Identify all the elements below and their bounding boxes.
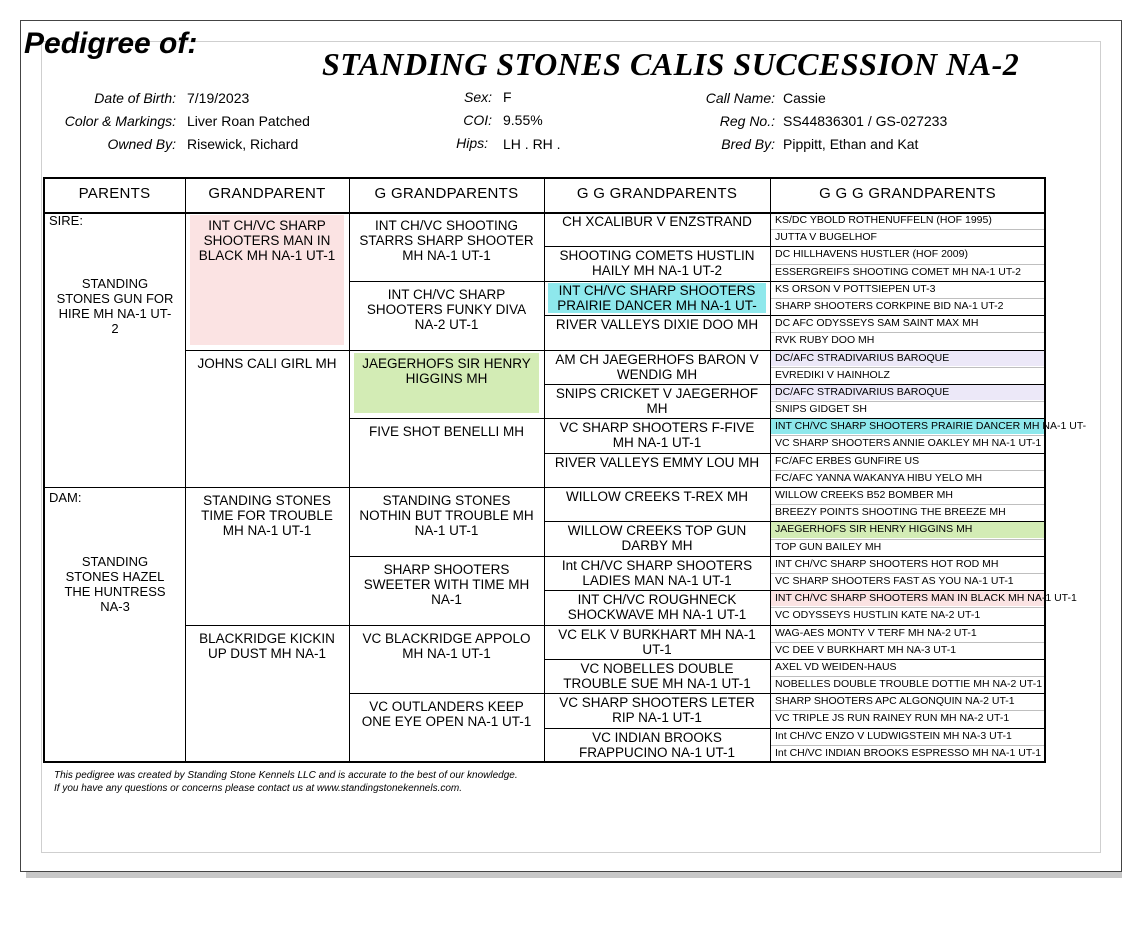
ggg-grandparent-name: INT CH/VC SHARP SHOOTERS MAN IN BLACK MH NA-1 UT-1 xyxy=(771,591,1044,606)
gg-grandparent-name: WILLOW CREEKS TOP GUN DARBY MH xyxy=(567,523,747,554)
row-divider xyxy=(349,418,544,419)
row-divider xyxy=(349,625,544,626)
ggg-grandparent-name: FC/AFC ERBES GUNFIRE US xyxy=(775,454,920,467)
grandparent-name: BLACKRIDGE KICKIN UP DUST MH NA-1 xyxy=(199,630,335,661)
grandparent-name: STANDING STONES TIME FOR TROUBLE MH NA-1 UT-1 xyxy=(201,493,333,538)
row-divider xyxy=(544,246,770,247)
footer-line-1: This pedigree was created by Standing Stone Kennels LLC and is accurate to the best of our knowledge. xyxy=(54,770,518,781)
sex-value: F xyxy=(503,89,512,105)
column-divider xyxy=(185,178,186,762)
gg-grandparent-name: RIVER VALLEYS DIXIE DOO MH xyxy=(555,317,759,333)
gg-grandparent-name: AM CH JAEGERHOFS BARON V WENDIG MH xyxy=(555,351,759,382)
g-grandparent-name: STANDING STONES NOTHIN BUT TROUBLE MH NA-1 UT-1 xyxy=(359,493,534,538)
ggg-grandparent-name: Int CH/VC INDIAN BROOKS ESPRESSO MH NA-1 UT-1 xyxy=(775,746,1042,759)
ggg-grandparent-name: KS/DC YBOLD ROTHENUFFELN (HOF 1995) xyxy=(775,214,992,226)
gg-grandparent-name: SHOOTING COMETS HUSTLIN HAILY MH NA-1 UT-2 xyxy=(559,248,755,279)
ggg-grandparent-name: VC SHARP SHOOTERS FAST AS YOU NA-1 UT-1 xyxy=(775,574,1014,587)
g-grandparent-name: INT CH/VC SHOOTING STARRS SHARP SHOOTER MH NA-1 UT-1 xyxy=(359,218,534,263)
ggg-grandparent-name: SHARP SHOOTERS APC ALGONQUIN NA-2 UT-1 xyxy=(775,695,1015,708)
ggg-grandparent-name: FC/AFC YANNA WAKANYA HIBU YELO MH xyxy=(775,471,983,484)
column-header: G GRANDPARENTS xyxy=(374,185,519,202)
gg-grandparent-name: VC SHARP SHOOTERS F-FIVE MH NA-1 UT-1 xyxy=(559,420,755,451)
row-divider xyxy=(349,281,544,282)
ggg-grandparent-name: WILLOW CREEKS B52 BOMBER MH xyxy=(775,489,953,501)
ggg-grandparent-name: VC TRIPLE JS RUN RAINEY RUN MH NA-2 UT-1 xyxy=(775,712,1010,725)
row-divider xyxy=(544,487,770,488)
sire-label: SIRE: xyxy=(49,213,83,228)
ggg-grandparent-name: DC/AFC STRADIVARIUS BAROQUE xyxy=(771,351,1044,366)
ggg-grandparent-name: INT CH/VC SHARP SHOOTERS PRAIRIE DANCER MH NA-1 UT- xyxy=(771,419,1044,434)
gg-grandparent-name: Int CH/VC SHARP SHOOTERS LADIES MAN NA-1 UT-1 xyxy=(561,557,753,588)
gg-grandparent-name: WILLOW CREEKS T-REX MH xyxy=(565,489,749,504)
callname-label: Call Name: xyxy=(705,90,775,106)
gg-grandparent-name: SNIPS CRICKET V JAEGERHOF MH xyxy=(555,385,759,416)
row-divider xyxy=(544,384,770,385)
row-divider xyxy=(544,418,770,419)
ggg-grandparent-name: VC DEE V BURKHART MH NA-3 UT-1 xyxy=(775,643,957,656)
ggg-grandparent-name: SHARP SHOOTERS CORKPINE BID NA-1 UT-2 xyxy=(775,299,1004,312)
column-header: G G GRANDPARENTS xyxy=(576,185,738,202)
row-divider xyxy=(185,487,349,488)
dog-name-title: STANDING STONES CALIS SUCCESSION NA-2 xyxy=(322,46,1020,82)
ggg-grandparent-name: DC HILLHAVENS HUSTLER (HOF 2009) xyxy=(775,248,968,261)
ggg-grandparent-name: RVK RUBY DOO MH xyxy=(775,334,875,347)
ggg-grandparent-name: TOP GUN BAILEY MH xyxy=(775,540,882,553)
ggg-grandparent-name: WAG-AES MONTY V TERF MH NA-2 UT-1 xyxy=(775,626,977,639)
row-divider xyxy=(185,350,349,351)
owner-value: Risewick, Richard xyxy=(187,136,299,152)
ggg-grandparent-name: KS ORSON V POTTSIEPEN UT-3 xyxy=(775,282,936,295)
row-divider xyxy=(349,350,544,351)
row-divider xyxy=(544,521,770,522)
column-header: GRANDPARENT xyxy=(208,185,326,202)
bred-value: Pippitt, Ethan and Kat xyxy=(783,136,919,152)
coi-value: 9.55% xyxy=(503,112,543,128)
dob-value: 7/19/2023 xyxy=(187,90,250,106)
row-divider xyxy=(544,281,770,282)
column-header: G G G GRANDPARENTS xyxy=(819,185,996,202)
grandparent-name: JOHNS CALI GIRL MH xyxy=(197,355,337,371)
row-divider xyxy=(349,556,544,557)
row-divider xyxy=(544,659,770,660)
dam-name: STANDING STONES HAZEL THE HUNTRESS NA-3 xyxy=(64,554,166,614)
gg-grandparent-name: VC INDIAN BROOKS FRAPPUCINO NA-1 UT-1 xyxy=(578,729,736,760)
row-divider xyxy=(185,625,349,626)
g-grandparent-name: VC BLACKRIDGE APPOLO MH NA-1 UT-1 xyxy=(362,630,531,661)
gg-grandparent-name: RIVER VALLEYS EMMY LOU MH xyxy=(554,454,760,470)
footer-line-2: If you have any questions or concerns please contact us at www.standingstonekennels.com. xyxy=(54,783,463,794)
gg-grandparent-name: VC NOBELLES DOUBLE TROUBLE SUE MH NA-1 UT-1 xyxy=(563,660,751,691)
column-divider xyxy=(544,178,545,762)
callname-value: Cassie xyxy=(783,90,826,106)
ggg-grandparent-name: DC/AFC STRADIVARIUS BAROQUE xyxy=(771,385,1044,400)
column-divider xyxy=(349,178,350,762)
grandparent-name: INT CH/VC SHARP SHOOTERS MAN IN BLACK MH NA-1 UT-1 xyxy=(198,218,336,263)
ggg-grandparent-name: ESSERGREIFS SHOOTING COMET MH NA-1 UT-2 xyxy=(775,265,1022,278)
hips-value: LH . RH . xyxy=(503,136,561,152)
ggg-grandparent-name: SNIPS GIDGET SH xyxy=(775,403,867,416)
row-divider xyxy=(44,487,185,488)
ggg-grandparent-name: JUTTA V BUGELHOF xyxy=(775,231,877,244)
row-divider xyxy=(544,590,770,591)
row-divider xyxy=(544,728,770,729)
ggg-grandparent-name: INT CH/VC SHARP SHOOTERS HOT ROD MH xyxy=(775,557,999,570)
sex-label: Sex: xyxy=(463,89,492,105)
gg-grandparent-name: VC ELK V BURKHART MH NA-1 UT-1 xyxy=(558,626,756,657)
g-grandparent-name: INT CH/VC SHARP SHOOTERS FUNKY DIVA NA-2 UT-1 xyxy=(366,286,527,332)
ggg-grandparent-name: BREEZY POINTS SHOOTING THE BREEZE MH xyxy=(775,506,1006,519)
coi-label: COI: xyxy=(463,112,492,128)
g-grandparent-name: VC OUTLANDERS KEEP ONE EYE OPEN NA-1 UT-1 xyxy=(361,699,532,730)
g-grandparent-name: FIVE SHOT BENELLI MH xyxy=(368,424,525,440)
row-divider xyxy=(544,625,770,626)
ggg-grandparent-name: JAEGERHOFS SIR HENRY HIGGINS MH xyxy=(771,522,1044,537)
ggg-grandparent-name: EVREDIKI V HAINHOLZ xyxy=(775,368,890,381)
g-grandparent-name: JAEGERHOFS SIR HENRY HIGGINS MH xyxy=(362,355,531,386)
row-divider xyxy=(349,693,544,694)
reg-label: Reg No.: xyxy=(719,113,775,129)
ggg-grandparent-name: AXEL VD WEIDEN-HAUS xyxy=(775,660,897,673)
title-prefix: Pedigree of: xyxy=(24,27,198,60)
row-divider xyxy=(544,556,770,557)
g-grandparent-name: SHARP SHOOTERS SWEETER WITH TIME MH NA-1 xyxy=(363,561,530,607)
ggg-grandparent-name: Int CH/VC ENZO V LUDWIGSTEIN MH NA-3 UT-1 xyxy=(775,729,1012,742)
reg-value: SS44836301 / GS-027233 xyxy=(783,113,948,129)
gg-grandparent-name: INT CH/VC ROUGHNECK SHOCKWAVE MH NA-1 UT-1 xyxy=(567,592,747,623)
ggg-grandparent-name: DC AFC ODYSSEYS SAM SAINT MAX MH xyxy=(775,317,979,330)
dob-label: Date of Birth: xyxy=(94,90,176,106)
row-divider xyxy=(349,487,544,488)
gg-grandparent-name: VC SHARP SHOOTERS LETER RIP NA-1 UT-1 xyxy=(559,695,755,726)
row-divider xyxy=(544,693,770,694)
bred-label: Bred By: xyxy=(721,136,775,152)
color-value: Liver Roan Patched xyxy=(187,113,310,129)
gg-grandparent-name: CH XCALIBUR V ENZSTRAND xyxy=(562,214,752,229)
dam-label: DAM: xyxy=(49,490,82,505)
color-label: Color & Markings: xyxy=(64,113,176,129)
ggg-grandparent-name: NOBELLES DOUBLE TROUBLE DOTTIE MH NA-2 UT-1 xyxy=(775,678,1043,691)
ggg-grandparent-name: VC SHARP SHOOTERS ANNIE OAKLEY MH NA-1 UT-1 xyxy=(775,437,1042,450)
sire-name: STANDING STONES GUN FOR HIRE MH NA-1 UT-2 xyxy=(56,276,174,336)
owner-label: Owned By: xyxy=(107,136,176,152)
gg-grandparent-name: INT CH/VC SHARP SHOOTERS PRAIRIE DANCER MH NA-1 UT- xyxy=(557,282,757,313)
column-header: PARENTS xyxy=(78,185,151,202)
row-divider xyxy=(544,350,770,351)
ggg-grandparent-name: VC ODYSSEYS HUSTLIN KATE NA-2 UT-1 xyxy=(775,609,981,622)
row-divider xyxy=(544,315,770,316)
hips-label: Hips: xyxy=(456,135,488,151)
row-divider xyxy=(544,453,770,454)
